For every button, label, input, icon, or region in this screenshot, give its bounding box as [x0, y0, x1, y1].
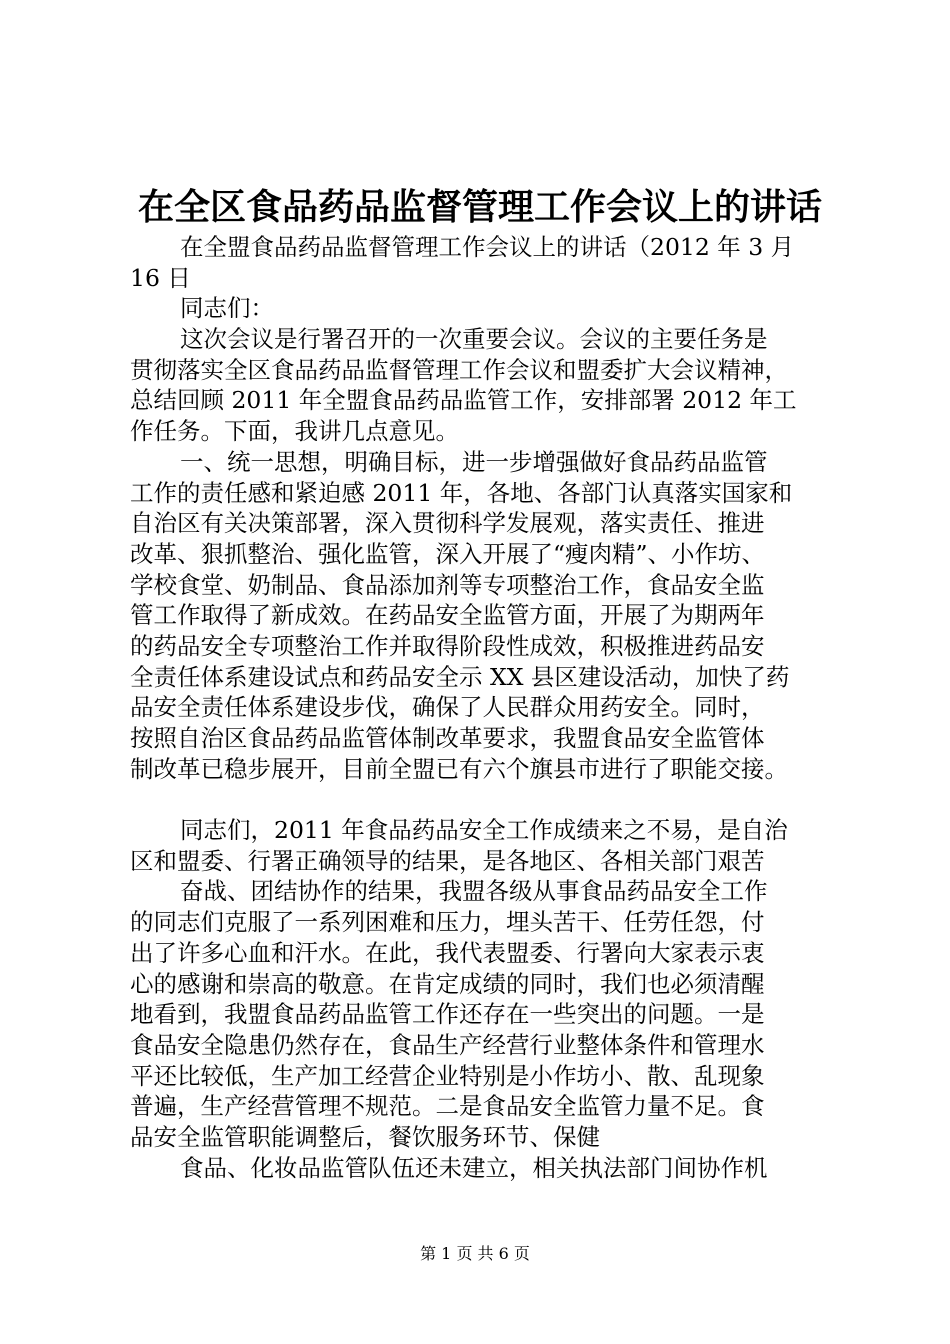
paragraph-line: 学校食堂、奶制品、食品添加剂等专项整治工作，食品安全监 — [130, 570, 765, 599]
paragraph-line: 心的感谢和崇高的敬意。在肯定成绩的同时，我们也必须清醒 — [130, 969, 765, 998]
paragraph-line: 品安全责任体系建设步伐，确保了人民群众用药安全。同时， — [130, 693, 765, 722]
paragraph-line: 16 日 — [130, 263, 191, 292]
paragraph-line: 区和盟委、行署正确领导的结果，是各地区、各相关部门艰苦 — [130, 846, 765, 875]
paragraph-line: 工作的责任感和紧迫感 2011 年，各地、各部门认真落实国家和 — [130, 478, 793, 507]
paragraph-line: 同志们，2011 年食品药品安全工作成绩来之不易，是自治 — [180, 816, 788, 845]
paragraph-line: 贯彻落实全区食品药品监督管理工作会议和盟委扩大会议精神， — [130, 355, 788, 384]
paragraph-line: 全责任体系建设试点和药品安全示 XX 县区建设活动，加快了药 — [130, 662, 790, 691]
paragraph-line: 总结回顾 2011 年全盟食品药品监管工作，安排部署 2012 年工 — [130, 386, 797, 415]
document-title: 在全区食品药品监督管理工作会议上的讲话 — [137, 186, 822, 228]
page-footer: 第 1 页 共 6 页 — [420, 1244, 530, 1263]
paragraph-line: 食品、化妆品监管队伍还未建立，相关执法部门间协作机 — [180, 1153, 768, 1182]
paragraph-line: 的同志们克服了一系列困难和压力，埋头苦干、任劳任怨，付 — [130, 908, 765, 937]
paragraph-line: 自治区有关决策部署，深入贯彻科学发展观，落实责任、推进 — [130, 509, 765, 538]
paragraph-line: 地看到，我盟食品药品监管工作还存在一些突出的问题。一是 — [130, 1000, 765, 1029]
blank-line — [130, 784, 830, 815]
paragraph-line: 管工作取得了新成效。在药品安全监管方面，开展了为期两年 — [130, 601, 765, 630]
paragraph-line: 制改革已稳步展开，目前全盟已有六个旗县市进行了职能交接。 — [130, 754, 788, 783]
paragraph-line: 改革、狠抓整治、强化监管，深入开展了“瘦肉精”、小作坊、 — [130, 539, 766, 568]
paragraph-line: 普遍，生产经营管理不规范。二是食品安全监管力量不足。食 — [130, 1092, 765, 1121]
paragraph-line: 的药品安全专项整治工作并取得阶段性成效，积极推进药品安 — [130, 631, 765, 660]
paragraph-line: 食品安全隐患仍然存在，食品生产经营行业整体条件和管理水 — [130, 1030, 765, 1059]
paragraph-line: 平还比较低，生产加工经营企业特别是小作坊小、散、乱现象 — [130, 1061, 765, 1090]
paragraph-line: 品安全监管职能调整后，餐饮服务环节、保健 — [130, 1122, 600, 1151]
paragraph-line: 出了许多心血和汗水。在此，我代表盟委、行署向大家表示衷 — [130, 938, 765, 967]
paragraph-line: 一、统一思想，明确目标，进一步增强做好食品药品监管 — [180, 447, 768, 476]
paragraph-line: 奋战、团结协作的结果，我盟各级从事食品药品安全工作 — [180, 877, 768, 906]
paragraph-line: 这次会议是行署召开的一次重要会议。会议的主要任务是 — [180, 325, 768, 354]
paragraph-line: 同志们： — [180, 294, 274, 323]
paragraph-line: 作任务。下面，我讲几点意见。 — [130, 417, 459, 446]
paragraph-line: 按照自治区食品药品监管体制改革要求，我盟食品安全监管体 — [130, 724, 765, 752]
document-body — [130, 232, 830, 1183]
paragraph-line: 在全盟食品药品监督管理工作会议上的讲话（2012 年 3 月 — [180, 233, 795, 261]
